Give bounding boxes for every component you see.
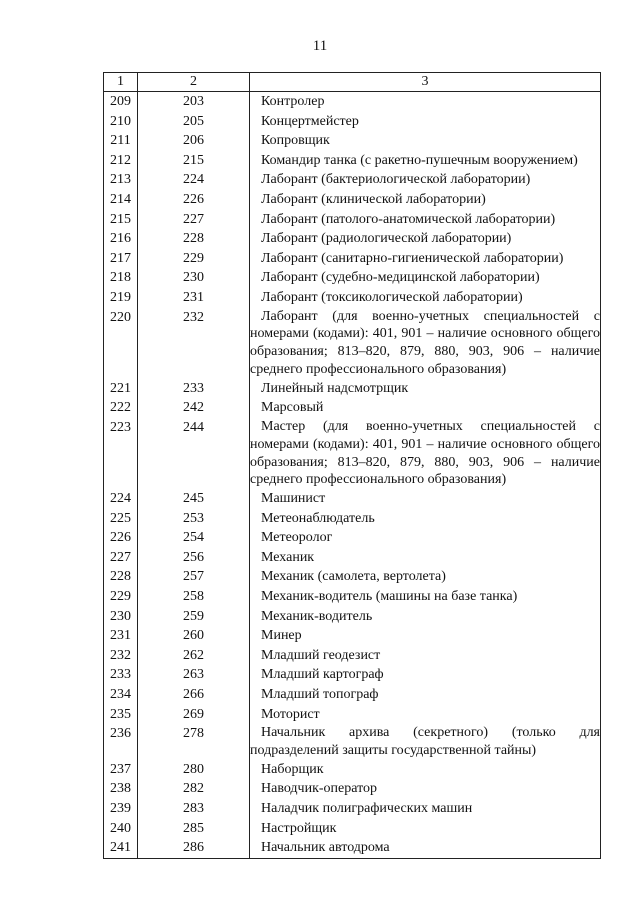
specialty-code: 230 — [138, 268, 250, 288]
position-title: Младший картограф — [261, 667, 384, 683]
position-title-cell — [250, 646, 601, 666]
position-title-cell — [250, 705, 601, 725]
position-title-cell — [250, 665, 601, 685]
position-title-cell — [250, 249, 601, 269]
row-number: 209 — [104, 92, 138, 112]
specialty-code: 224 — [138, 170, 250, 190]
position-title: Копровщик — [261, 133, 330, 149]
position-title-cell — [250, 268, 601, 288]
specialty-code: 278 — [138, 724, 250, 760]
position-title-cell — [250, 528, 601, 548]
position-title: Машинист — [261, 491, 326, 507]
table-row — [104, 308, 601, 379]
row-number: 241 — [104, 838, 138, 858]
position-title-cell — [250, 626, 601, 646]
row-number: 227 — [104, 548, 138, 568]
row-number: 212 — [104, 151, 138, 171]
table-row — [104, 379, 601, 399]
position-title-cell — [250, 210, 601, 230]
row-number: 222 — [104, 398, 138, 418]
specialty-code: 269 — [138, 705, 250, 725]
specialty-code: 280 — [138, 760, 250, 780]
table-row — [104, 190, 601, 210]
row-number: 219 — [104, 288, 138, 308]
table-row — [104, 724, 601, 760]
position-title-cell — [250, 170, 601, 190]
specialty-code: 254 — [138, 528, 250, 548]
table-row — [104, 760, 601, 780]
position-title-cell — [250, 607, 601, 627]
table-row — [104, 398, 601, 418]
position-title-cell — [250, 509, 601, 529]
position-title: Лаборант (радиологической лаборатории) — [261, 231, 512, 247]
specialty-code: 206 — [138, 131, 250, 151]
position-title-cell — [250, 724, 601, 760]
position-title: Наводчик-оператор — [261, 781, 378, 797]
position-title: Лаборант (для военно-учетных специальностей с номерами (кодами): 401, 901 – наличие основного общего образования; 813–820, 879, 880, 903, 906 – наличие среднего профессионального образования) — [250, 308, 600, 377]
row-number: 228 — [104, 567, 138, 587]
position-title-cell — [250, 308, 601, 379]
table-row — [104, 131, 601, 151]
specialties-table — [103, 72, 601, 859]
position-title-cell — [250, 190, 601, 210]
row-number: 232 — [104, 646, 138, 666]
position-title-cell — [250, 567, 601, 587]
row-number: 214 — [104, 190, 138, 210]
position-title: Метеонаблюдатель — [261, 510, 375, 526]
position-title: Лаборант (токсикологической лаборатории) — [261, 289, 523, 305]
table-row — [104, 607, 601, 627]
position-title: Лаборант (патолого-анатомической лаборатории) — [261, 211, 556, 227]
position-title-cell — [250, 685, 601, 705]
specialty-code: 263 — [138, 665, 250, 685]
position-title: Механик-водитель (машины на базе танка) — [261, 589, 518, 605]
position-title-cell — [250, 587, 601, 607]
position-title-cell — [250, 838, 601, 858]
row-number: 217 — [104, 249, 138, 269]
position-title-cell — [250, 288, 601, 308]
table-row — [104, 489, 601, 509]
table-row — [104, 838, 601, 858]
table-row — [104, 249, 601, 269]
table-row — [104, 819, 601, 839]
row-number: 211 — [104, 131, 138, 151]
specialty-code: 233 — [138, 379, 250, 399]
specialty-code: 258 — [138, 587, 250, 607]
row-number: 221 — [104, 379, 138, 399]
position-title: Контролер — [261, 94, 325, 109]
position-title-cell — [250, 229, 601, 249]
table-row — [104, 646, 601, 666]
row-number: 229 — [104, 587, 138, 607]
position-title-cell — [250, 92, 601, 112]
row-number: 233 — [104, 665, 138, 685]
position-title-cell — [250, 151, 601, 171]
row-number: 238 — [104, 779, 138, 799]
position-title: Механик-водитель — [261, 608, 373, 624]
position-title: Марсовый — [261, 400, 324, 416]
table-row — [104, 509, 601, 529]
position-title: Механик — [261, 549, 315, 565]
specialty-code: 226 — [138, 190, 250, 210]
table-row — [104, 92, 601, 112]
table-row — [104, 587, 601, 607]
specialty-code: 283 — [138, 799, 250, 819]
table-row — [104, 210, 601, 230]
table-row — [104, 151, 601, 171]
table-row — [104, 685, 601, 705]
specialty-code: 228 — [138, 229, 250, 249]
specialty-code: 203 — [138, 92, 250, 112]
table-row — [104, 229, 601, 249]
position-title-cell — [250, 398, 601, 418]
position-title: Лаборант (клинической лаборатории) — [261, 191, 486, 207]
position-title-cell — [250, 489, 601, 509]
row-number: 236 — [104, 724, 138, 760]
row-number: 213 — [104, 170, 138, 190]
table-row — [104, 548, 601, 568]
table-header — [104, 73, 601, 92]
table-row — [104, 268, 601, 288]
table-row — [104, 418, 601, 489]
position-title-cell — [250, 799, 601, 819]
specialty-code: 282 — [138, 779, 250, 799]
position-title: Настройщик — [261, 820, 337, 836]
specialty-code: 242 — [138, 398, 250, 418]
position-title: Младший геодезист — [261, 647, 381, 663]
position-title: Начальник автодрома — [261, 840, 390, 856]
position-title: Наладчик полиграфических машин — [261, 801, 473, 816]
table-row — [104, 705, 601, 725]
row-number: 237 — [104, 760, 138, 780]
table-row — [104, 567, 601, 587]
specialty-code: 266 — [138, 685, 250, 705]
row-number: 235 — [104, 705, 138, 725]
row-number: 210 — [104, 112, 138, 132]
column-header-title: 3 — [250, 73, 601, 92]
table-row — [104, 779, 601, 799]
specialty-code: 245 — [138, 489, 250, 509]
row-number: 226 — [104, 528, 138, 548]
page-number: 11 — [312, 38, 328, 54]
position-title-cell — [250, 112, 601, 132]
specialty-code: 231 — [138, 288, 250, 308]
table-row — [104, 170, 601, 190]
specialty-code: 253 — [138, 509, 250, 529]
table-body — [104, 92, 601, 859]
specialty-code: 205 — [138, 112, 250, 132]
position-title-cell — [250, 760, 601, 780]
table-row — [104, 665, 601, 685]
position-title: Наборщик — [261, 761, 324, 777]
row-number: 220 — [104, 308, 138, 379]
position-title: Младший топограф — [261, 687, 379, 703]
table-row — [104, 112, 601, 132]
row-number: 230 — [104, 607, 138, 627]
row-number: 218 — [104, 268, 138, 288]
position-title: Минер — [261, 628, 302, 644]
position-title: Механик (самолета, вертолета) — [261, 569, 446, 585]
specialty-code: 215 — [138, 151, 250, 171]
position-title: Мастер (для военно-учетных специальностей с номерами (кодами): 401, 901 – наличие основного общего образования; 813–820, 879, 880, 903, 906 – наличие среднего профессионального образования) — [250, 418, 600, 488]
row-number: 240 — [104, 819, 138, 839]
specialty-code: 257 — [138, 567, 250, 587]
table-row — [104, 288, 601, 308]
specialty-code: 262 — [138, 646, 250, 666]
row-number: 231 — [104, 626, 138, 646]
position-title: Моторист — [261, 706, 320, 722]
position-title: Лаборант (судебно-медицинской лаборатории) — [261, 270, 540, 286]
row-number: 223 — [104, 418, 138, 489]
position-title: Лаборант (санитарно-гигиенической лаборатории) — [261, 250, 564, 266]
position-title: Командир танка (с ракетно-пушечным вооружением) — [261, 152, 578, 168]
row-number: 225 — [104, 509, 138, 529]
specialty-code: 285 — [138, 819, 250, 839]
position-title: Начальник архива (секретного) (только для подразделений защиты государственной тайны) — [250, 725, 600, 759]
position-title: Метеоролог — [261, 530, 333, 546]
specialty-code: 286 — [138, 838, 250, 858]
row-number: 224 — [104, 489, 138, 509]
position-title: Лаборант (бактериологической лаборатории) — [261, 172, 531, 188]
row-number: 216 — [104, 229, 138, 249]
row-number: 215 — [104, 210, 138, 230]
row-number: 239 — [104, 799, 138, 819]
position-title: Концертмейстер — [261, 113, 359, 129]
position-title-cell — [250, 131, 601, 151]
table-row — [104, 528, 601, 548]
position-title-cell — [250, 819, 601, 839]
specialty-code: 260 — [138, 626, 250, 646]
position-title-cell — [250, 779, 601, 799]
table-row — [104, 626, 601, 646]
specialty-code: 244 — [138, 418, 250, 489]
position-title-cell — [250, 379, 601, 399]
position-title-cell — [250, 418, 601, 489]
specialty-code: 232 — [138, 308, 250, 379]
specialty-code: 259 — [138, 607, 250, 627]
row-number: 234 — [104, 685, 138, 705]
table-row — [104, 799, 601, 819]
column-header-code: 2 — [138, 73, 250, 92]
specialty-code: 227 — [138, 210, 250, 230]
position-title-cell — [250, 548, 601, 568]
column-header-number: 1 — [104, 73, 138, 92]
specialty-code: 256 — [138, 548, 250, 568]
position-title: Линейный надсмотрщик — [261, 380, 409, 396]
specialty-code: 229 — [138, 249, 250, 269]
